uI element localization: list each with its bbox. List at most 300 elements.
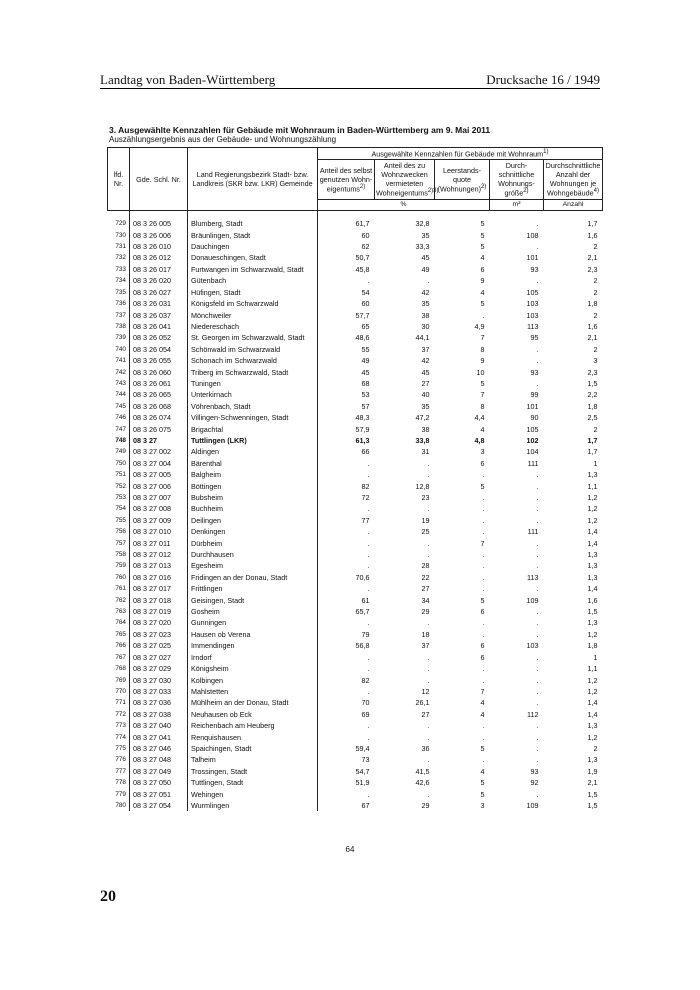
row-wohnungen-je-gebaeude: 1,3 — [587, 470, 598, 480]
row-selbst: . — [367, 458, 370, 468]
row-name: Furtwangen im Schwarzwald, Stadt — [188, 264, 318, 275]
row-code: 08 3 26 010 — [130, 241, 188, 252]
row-selbst: . — [367, 664, 370, 674]
row-vermietet: 35 — [421, 401, 430, 411]
row-code: 08 3 26 054 — [130, 344, 188, 355]
row-wohnungsgroesse: . — [536, 629, 539, 639]
row-vermietet: 42,6 — [415, 778, 430, 788]
row-selbst: 82 — [361, 481, 370, 491]
table-row — [108, 732, 603, 743]
row-leerstand: 4 — [480, 709, 485, 719]
row-wohnungen-je-gebaeude: 1,5 — [587, 607, 598, 617]
row-vermietet: 41,5 — [415, 766, 430, 776]
row-name: St. Georgen im Schwarzwald, Stadt — [188, 332, 318, 343]
row-vermietet: . — [427, 550, 430, 560]
row-code: 08 3 27 020 — [130, 617, 188, 628]
group-header: Ausgewählte Kennzahlen für Gebäude mit Wohnraum$^{1)}$ — [318, 148, 603, 160]
row-wohnungen-je-gebaeude: 1,5 — [587, 789, 598, 799]
row-leerstand: . — [482, 470, 485, 480]
row-nr: 742 — [108, 367, 130, 378]
table-row — [108, 321, 603, 332]
col-lfd-header: lfd. Nr. — [108, 148, 130, 211]
row-vermietet: . — [427, 789, 430, 799]
row-name: Durchhausen — [188, 549, 318, 560]
row-code: 08 3 26 068 — [130, 401, 188, 412]
row-code: 08 3 27 016 — [130, 572, 188, 583]
row-nr: 748 — [108, 435, 130, 446]
row-wohnungen-je-gebaeude: 1,3 — [587, 618, 598, 628]
table-row — [108, 720, 603, 731]
row-wohnungen-je-gebaeude: 2,3 — [587, 264, 598, 274]
row-code: 08 3 27 046 — [130, 743, 188, 754]
row-nr: 761 — [108, 583, 130, 594]
row-wohnungen-je-gebaeude: 1,2 — [587, 515, 598, 525]
row-selbst: . — [367, 789, 370, 799]
row-leerstand: 6 — [480, 641, 485, 651]
row-wohnungen-je-gebaeude: 2,2 — [587, 390, 598, 400]
row-leerstand: 4 — [480, 698, 485, 708]
row-code: 08 3 27 008 — [130, 503, 188, 514]
row-name: Königsfeld im Schwarzwald — [188, 298, 318, 309]
row-vermietet: . — [427, 276, 430, 286]
row-nr: 733 — [108, 264, 130, 275]
row-selbst: . — [367, 618, 370, 628]
row-leerstand: 9 — [480, 356, 485, 366]
row-nr: 769 — [108, 675, 130, 686]
row-vermietet: 44,1 — [415, 333, 430, 343]
row-code: 08 3 27 041 — [130, 732, 188, 743]
row-wohnungsgroesse: 103 — [526, 310, 539, 320]
row-leerstand: 5 — [480, 481, 485, 491]
footer-page-number: 64 — [345, 845, 355, 854]
row-leerstand: 4,9 — [474, 321, 485, 331]
table-title: 3. Ausgewählte Kennzahlen für Gebäude mit Wohnraum in Baden-Württemberg am 9. Mai 2011 — [109, 125, 491, 135]
row-vermietet: 23 — [421, 493, 430, 503]
row-nr: 744 — [108, 389, 130, 400]
row-vermietet: 42 — [421, 287, 430, 297]
row-selbst: 51,9 — [355, 778, 370, 788]
row-selbst: . — [367, 504, 370, 514]
row-name: Immendingen — [188, 640, 318, 651]
row-selbst: . — [367, 584, 370, 594]
table-row — [108, 743, 603, 754]
row-name: Brigachtal — [188, 424, 318, 435]
row-selbst: 45,8 — [355, 264, 370, 274]
row-leerstand: . — [482, 584, 485, 594]
table-row — [108, 424, 603, 435]
row-vermietet: 22 — [421, 572, 430, 582]
table-row — [108, 538, 603, 549]
row-leerstand: 5 — [480, 299, 485, 309]
row-wohnungsgroesse: 105 — [526, 424, 539, 434]
table-row — [108, 367, 603, 378]
row-wohnungsgroesse: . — [536, 219, 539, 229]
row-leerstand: 5 — [480, 378, 485, 388]
row-name: Bubsheim — [188, 492, 318, 503]
row-code: 08 3 27 002 — [130, 446, 188, 457]
row-code: 08 3 26 006 — [130, 230, 188, 241]
row-wohnungen-je-gebaeude: 2,3 — [587, 367, 598, 377]
row-wohnungen-je-gebaeude: 1 — [593, 458, 598, 468]
table-row — [108, 492, 603, 503]
row-leerstand: . — [482, 618, 485, 628]
row-wohnungen-je-gebaeude: 1,9 — [587, 766, 598, 776]
row-leerstand: 6 — [480, 607, 485, 617]
row-nr: 758 — [108, 549, 130, 560]
row-wohnungen-je-gebaeude: 1,3 — [587, 561, 598, 571]
row-wohnungen-je-gebaeude: 1,7 — [587, 219, 598, 229]
row-wohnungsgroesse: . — [536, 493, 539, 503]
row-nr: 746 — [108, 412, 130, 423]
row-wohnungsgroesse: 113 — [527, 572, 539, 582]
row-code: 08 3 27 006 — [130, 481, 188, 492]
row-wohnungsgroesse: 109 — [526, 800, 539, 810]
row-code: 08 3 27 018 — [130, 595, 188, 606]
row-code: 08 3 26 005 — [130, 218, 188, 229]
row-vermietet: 27 — [421, 709, 430, 719]
row-code: 08 3 26 052 — [130, 332, 188, 343]
row-code: 08 3 26 074 — [130, 412, 188, 423]
row-name: Egesheim — [188, 560, 318, 571]
row-name: Tuttlingen (LKR) — [188, 435, 318, 446]
row-name: Unterkirnach — [188, 389, 318, 400]
row-wohnungen-je-gebaeude: 2 — [593, 344, 598, 354]
table-row — [108, 503, 603, 514]
row-vermietet: . — [427, 504, 430, 514]
row-name: Schonach im Schwarzwald — [188, 355, 318, 366]
row-code: 08 3 27 009 — [130, 515, 188, 526]
row-wohnungsgroesse: 102 — [526, 435, 539, 445]
row-name: Gosheim — [188, 606, 318, 617]
row-nr: 732 — [108, 252, 130, 263]
table-row — [108, 252, 603, 263]
row-vermietet: 27 — [421, 584, 430, 594]
table-row — [108, 401, 603, 412]
col-selbst-header: Anteil des selbst genutzen Wohn-eigentums$^{2)}$ — [318, 160, 375, 199]
row-nr: 741 — [108, 355, 130, 366]
row-selbst: . — [367, 538, 370, 548]
table-row — [108, 230, 603, 241]
row-selbst: 57 — [361, 401, 370, 411]
row-name: Reichenbach am Heuberg — [188, 720, 318, 731]
table-row — [108, 617, 603, 628]
row-code: 08 3 26 061 — [130, 378, 188, 389]
row-selbst: 66 — [361, 447, 370, 457]
row-nr: 730 — [108, 230, 130, 241]
row-name: Schönwald im Schwarzwald — [188, 344, 318, 355]
row-nr: 764 — [108, 617, 130, 628]
data-table-container — [107, 147, 602, 811]
row-vermietet: 32,8 — [415, 219, 430, 229]
row-vermietet: 35 — [421, 230, 430, 240]
row-wohnungsgroesse: . — [536, 732, 539, 742]
row-wohnungsgroesse: . — [536, 686, 539, 696]
row-wohnungsgroesse: 112 — [527, 709, 539, 719]
row-vermietet: . — [427, 664, 430, 674]
table-row — [108, 344, 603, 355]
row-selbst: . — [367, 652, 370, 662]
row-code: 08 3 27 033 — [130, 686, 188, 697]
row-name: Neuhausen ob Eck — [188, 709, 318, 720]
row-wohnungen-je-gebaeude: 1,2 — [587, 686, 598, 696]
row-nr: 760 — [108, 572, 130, 583]
row-vermietet: 31 — [421, 447, 430, 457]
row-leerstand: 9 — [480, 276, 485, 286]
row-wohnungen-je-gebaeude: 1,1 — [587, 481, 598, 491]
row-nr: 753 — [108, 492, 130, 503]
row-code: 08 3 27 051 — [130, 789, 188, 800]
table-row — [108, 583, 603, 594]
row-nr: 779 — [108, 789, 130, 800]
table-row — [108, 777, 603, 788]
row-nr: 750 — [108, 458, 130, 469]
row-vermietet: 45 — [421, 253, 430, 263]
row-wohnungen-je-gebaeude: 2,5 — [587, 413, 598, 423]
row-leerstand: . — [482, 572, 485, 582]
col-wohnungsgroesse-header: Durch-schnittliche Wohnungs-größe$^{2)}$ — [490, 160, 544, 199]
row-leerstand: 3 — [480, 800, 485, 810]
row-vermietet: 36 — [421, 743, 430, 753]
row-vermietet: 37 — [421, 344, 430, 354]
row-wohnungsgroesse: 108 — [526, 230, 539, 240]
col-land-header: Land Regierungsbezirk Stadt- bzw. Landkreis (SKR bzw. LKR) Gemeinde — [188, 148, 318, 211]
row-code: 08 3 27 030 — [130, 675, 188, 686]
row-wohnungsgroesse: 99 — [530, 390, 539, 400]
row-selbst: 79 — [361, 629, 370, 639]
row-wohnungen-je-gebaeude: 1,5 — [587, 800, 598, 810]
row-code: 08 3 27 012 — [130, 549, 188, 560]
table-row — [108, 481, 603, 492]
col-vermietet-header: Anteil des zu Wohnzwecken vermieteten Wohneigentums$^{2)3)}$ — [376, 161, 439, 198]
table-subtitle: Auszählungsergebnis aus der Gebäude- und Wohnungszählung — [109, 135, 337, 144]
row-wohnungsgroesse: 92 — [530, 778, 539, 788]
row-wohnungsgroesse: . — [536, 721, 539, 731]
row-nr: 735 — [108, 287, 130, 298]
row-nr: 777 — [108, 766, 130, 777]
row-leerstand: 8 — [480, 344, 485, 354]
row-wohnungsgroesse: . — [536, 561, 539, 571]
row-name: Kolbingen — [188, 675, 318, 686]
row-nr: 740 — [108, 344, 130, 355]
row-selbst: 77 — [361, 515, 370, 525]
data-table — [107, 147, 603, 811]
row-nr: 738 — [108, 321, 130, 332]
row-nr: 757 — [108, 538, 130, 549]
row-nr: 737 — [108, 310, 130, 321]
row-code: 08 3 26 037 — [130, 310, 188, 321]
row-nr: 776 — [108, 754, 130, 765]
row-selbst: . — [367, 276, 370, 286]
row-code: 08 3 27 025 — [130, 640, 188, 651]
row-nr: 754 — [108, 503, 130, 514]
row-code: 08 3 26 020 — [130, 275, 188, 286]
header-rule — [100, 88, 600, 89]
row-nr: 739 — [108, 332, 130, 343]
table-row — [108, 264, 603, 275]
row-name: Renquishausen — [188, 732, 318, 743]
row-wohnungsgroesse: . — [536, 755, 539, 765]
row-wohnungen-je-gebaeude: 1,2 — [587, 504, 598, 514]
row-leerstand: . — [482, 755, 485, 765]
table-row — [108, 663, 603, 674]
table-row — [108, 412, 603, 423]
row-code: 08 3 26 012 — [130, 252, 188, 263]
row-wohnungsgroesse: 103 — [526, 641, 539, 651]
row-selbst: 55 — [361, 344, 370, 354]
row-code: 08 3 26 075 — [130, 424, 188, 435]
row-leerstand: 5 — [480, 789, 485, 799]
row-selbst: . — [367, 686, 370, 696]
row-vermietet: 34 — [421, 595, 430, 605]
row-vermietet: . — [427, 721, 430, 731]
table-row — [108, 275, 603, 286]
table-row — [108, 515, 603, 526]
row-selbst: . — [367, 732, 370, 742]
row-nr: 773 — [108, 720, 130, 731]
row-name: Fridingen an der Donau, Stadt — [188, 572, 318, 583]
row-selbst: 61 — [361, 595, 370, 605]
row-wohnungsgroesse: . — [536, 538, 539, 548]
row-code: 08 3 27 017 — [130, 583, 188, 594]
row-vermietet: . — [427, 538, 430, 548]
row-nr: 751 — [108, 469, 130, 480]
unit-percent: % — [318, 199, 490, 210]
row-leerstand: 7 — [480, 390, 485, 400]
row-wohnungsgroesse: 111 — [527, 527, 539, 537]
table-row — [108, 549, 603, 560]
row-selbst: . — [367, 561, 370, 571]
row-leerstand: . — [482, 504, 485, 514]
row-nr: 752 — [108, 481, 130, 492]
row-leerstand: 3 — [480, 447, 485, 457]
row-wohnungsgroesse: 111 — [527, 458, 539, 468]
row-selbst: 57,9 — [355, 424, 370, 434]
row-wohnungen-je-gebaeude: 1,6 — [587, 321, 598, 331]
row-leerstand: 4,8 — [474, 435, 485, 445]
row-code: 08 3 27 007 — [130, 492, 188, 503]
row-code: 08 3 27 054 — [130, 800, 188, 811]
row-code: 08 3 27 013 — [130, 560, 188, 571]
row-name: Königsheim — [188, 663, 318, 674]
row-wohnungsgroesse: . — [536, 584, 539, 594]
row-vermietet: . — [427, 618, 430, 628]
row-wohnungsgroesse: 103 — [526, 299, 539, 309]
row-leerstand: 7 — [480, 333, 485, 343]
row-name: Bräunlingen, Stadt — [188, 230, 318, 241]
table-row — [108, 389, 603, 400]
row-leerstand: . — [482, 664, 485, 674]
row-code: 08 3 27 019 — [130, 606, 188, 617]
row-wohnungen-je-gebaeude: 1,2 — [587, 732, 598, 742]
row-wohnungen-je-gebaeude: 1,3 — [587, 721, 598, 731]
row-leerstand: . — [482, 721, 485, 731]
row-vermietet: 47,2 — [415, 413, 430, 423]
row-selbst: 49 — [361, 356, 370, 366]
row-wohnungen-je-gebaeude: 1,2 — [587, 629, 598, 639]
row-wohnungen-je-gebaeude: 2 — [593, 287, 598, 297]
row-code: 08 3 26 055 — [130, 355, 188, 366]
row-selbst: . — [367, 470, 370, 480]
row-selbst: 67 — [361, 800, 370, 810]
row-code: 08 3 26 065 — [130, 389, 188, 400]
row-name: Balgheim — [188, 469, 318, 480]
row-wohnungsgroesse: 101 — [526, 401, 539, 411]
row-vermietet: 29 — [421, 607, 430, 617]
row-wohnungen-je-gebaeude: 1,8 — [587, 641, 598, 651]
row-name: Mahlstetten — [188, 686, 318, 697]
row-vermietet: 19 — [421, 515, 430, 525]
row-nr: 756 — [108, 526, 130, 537]
col-gde-header: Gde. Schl. Nr. — [130, 148, 188, 211]
row-wohnungen-je-gebaeude: 3 — [593, 356, 598, 366]
row-wohnungen-je-gebaeude: 1 — [593, 652, 598, 662]
row-leerstand: 6 — [480, 458, 485, 468]
row-name: Hüfingen, Stadt — [188, 287, 318, 298]
row-wohnungsgroesse: . — [536, 607, 539, 617]
row-leerstand: . — [482, 732, 485, 742]
row-nr: 734 — [108, 275, 130, 286]
table-row — [108, 800, 603, 811]
row-wohnungen-je-gebaeude: 2 — [593, 276, 598, 286]
row-wohnungen-je-gebaeude: 1,6 — [587, 595, 598, 605]
row-selbst: 61,3 — [355, 435, 370, 445]
row-wohnungen-je-gebaeude: 2,1 — [587, 253, 598, 263]
row-nr: 780 — [108, 800, 130, 811]
row-leerstand: 4 — [480, 424, 485, 434]
row-vermietet: 26,1 — [415, 698, 430, 708]
row-leerstand: 6 — [480, 264, 485, 274]
table-row — [108, 595, 603, 606]
row-wohnungen-je-gebaeude: 1,7 — [587, 435, 598, 445]
table-body — [108, 211, 603, 812]
row-wohnungen-je-gebaeude: 1,8 — [587, 401, 598, 411]
row-leerstand: . — [482, 675, 485, 685]
row-name: Gütenbach — [188, 275, 318, 286]
row-wohnungen-je-gebaeude: 1,8 — [587, 299, 598, 309]
row-wohnungen-je-gebaeude: 2 — [593, 743, 598, 753]
row-selbst: . — [367, 550, 370, 560]
row-leerstand: 4 — [480, 766, 485, 776]
table-row — [108, 606, 603, 617]
row-wohnungen-je-gebaeude: 1,2 — [587, 493, 598, 503]
row-wohnungen-je-gebaeude: 2 — [593, 310, 598, 320]
row-vermietet: 49 — [421, 264, 430, 274]
row-wohnungsgroesse: . — [536, 618, 539, 628]
row-name: Talheim — [188, 754, 318, 765]
row-code: 08 3 27 038 — [130, 709, 188, 720]
row-wohnungsgroesse: 113 — [527, 321, 539, 331]
row-name: Buchheim — [188, 503, 318, 514]
row-wohnungen-je-gebaeude: 1,5 — [587, 378, 598, 388]
table-row — [108, 766, 603, 777]
row-wohnungen-je-gebaeude: 1,4 — [587, 709, 598, 719]
row-nr: 736 — [108, 298, 130, 309]
row-selbst: 59,4 — [355, 743, 370, 753]
row-vermietet: 33,3 — [415, 242, 430, 252]
row-selbst: 82 — [361, 675, 370, 685]
table-row — [108, 675, 603, 686]
row-selbst: 45 — [361, 367, 370, 377]
row-nr: 729 — [108, 218, 130, 229]
row-nr: 759 — [108, 560, 130, 571]
row-vermietet: 27 — [421, 378, 430, 388]
row-vermietet: . — [427, 652, 430, 662]
row-code: 08 3 27 027 — [130, 652, 188, 663]
row-selbst: 60 — [361, 230, 370, 240]
row-leerstand: 5 — [480, 230, 485, 240]
row-vermietet: . — [427, 755, 430, 765]
row-wohnungsgroesse: . — [536, 789, 539, 799]
